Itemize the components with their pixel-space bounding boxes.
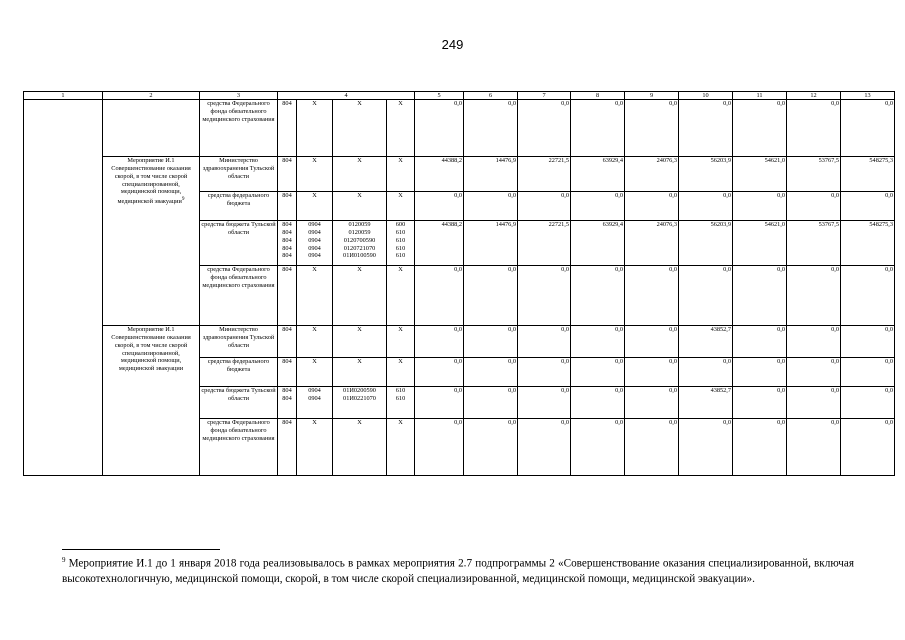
target-article-cell: X <box>333 326 387 358</box>
value-cell: 0,0 <box>415 266 464 326</box>
target-article-cell: X <box>333 192 387 221</box>
value-cell: 0,0 <box>679 266 733 326</box>
grbs-code-cell: 804 <box>278 157 297 192</box>
measure-name-cell <box>103 157 200 326</box>
header-cell: 10 <box>679 92 733 100</box>
value-cell: 44388,2 <box>415 157 464 192</box>
value-cell: 0,0 <box>518 192 571 221</box>
section-code-cell: 0904 0904 <box>297 387 333 419</box>
target-article-cell: 01И0200590 01И0221070 <box>333 387 387 419</box>
value-cell: 0,0 <box>679 192 733 221</box>
value-cell: 14476,9 <box>464 157 518 192</box>
value-cell: 0,0 <box>841 326 895 358</box>
header-cell: 11 <box>733 92 787 100</box>
value-cell: 0,0 <box>625 387 679 419</box>
value-cell: 0,0 <box>625 358 679 387</box>
source-cell: средства бюджета Тульской области <box>200 221 278 266</box>
section-code-cell: X <box>297 192 333 221</box>
target-article-cell: X <box>333 358 387 387</box>
section-code-cell: X <box>297 157 333 192</box>
grbs-code-cell: 804 804 <box>278 387 297 419</box>
value-cell: 0,0 <box>518 358 571 387</box>
value-cell: 0,0 <box>787 192 841 221</box>
value-cell: 44388,2 <box>415 221 464 266</box>
grbs-code-cell: 804 <box>278 419 297 476</box>
value-cell: 0,0 <box>679 100 733 157</box>
value-cell: 0,0 <box>415 358 464 387</box>
expense-type-cell: X <box>387 326 415 358</box>
value-cell: 0,0 <box>415 192 464 221</box>
value-cell: 0,0 <box>415 387 464 419</box>
value-cell: 0,0 <box>787 387 841 419</box>
value-cell: 0,0 <box>733 326 787 358</box>
target-article-cell: X <box>333 100 387 157</box>
header-cell: 12 <box>787 92 841 100</box>
value-cell: 56203,9 <box>679 157 733 192</box>
value-cell: 0,0 <box>415 100 464 157</box>
value-cell: 0,0 <box>787 358 841 387</box>
value-cell: 0,0 <box>464 358 518 387</box>
value-cell: 0,0 <box>625 100 679 157</box>
value-cell: 0,0 <box>518 100 571 157</box>
value-cell: 0,0 <box>841 387 895 419</box>
value-cell: 0,0 <box>571 358 625 387</box>
value-cell: 24076,3 <box>625 221 679 266</box>
table-row <box>24 326 895 358</box>
section-code-cell: X <box>297 100 333 157</box>
value-cell: 53767,5 <box>787 157 841 192</box>
value-cell: 0,0 <box>841 358 895 387</box>
header-cell: 13 <box>841 92 895 100</box>
section-code-cell: 0904 0904 0904 0904 0904 <box>297 221 333 266</box>
value-cell: 0,0 <box>625 326 679 358</box>
grbs-code-cell: 804 <box>278 358 297 387</box>
value-cell: 0,0 <box>464 326 518 358</box>
section-code-cell: X <box>297 419 333 476</box>
value-cell: 0,0 <box>571 100 625 157</box>
value-cell: 22721,5 <box>518 221 571 266</box>
value-cell: 53767,5 <box>787 221 841 266</box>
grbs-code-cell: 804 <box>278 266 297 326</box>
value-cell: 0,0 <box>787 326 841 358</box>
section-code-cell: X <box>297 358 333 387</box>
source-cell: средства федерального бюджета <box>200 358 278 387</box>
value-cell: 0,0 <box>625 192 679 221</box>
footnote-text: Мероприятие И.1 до 1 января 2018 года реализовывалось в рамках мероприятия 2.7 подпрограммы 2 «Совершенствование оказания специализированной, включая высокотехнологичную, медицинской помощи, скорой, в том числе скорой специализированной, медицинской помощи, медицинской эвакуации». <box>62 557 854 585</box>
value-cell: 0,0 <box>733 192 787 221</box>
expense-type-cell: X <box>387 100 415 157</box>
value-cell: 0,0 <box>518 326 571 358</box>
value-cell: 0,0 <box>571 419 625 476</box>
value-cell: 0,0 <box>571 326 625 358</box>
grbs-code-cell: 804 <box>278 100 297 157</box>
value-cell: 63929,4 <box>571 157 625 192</box>
header-cell: 3 <box>200 92 278 100</box>
section-code-cell: X <box>297 326 333 358</box>
page-number: 249 <box>441 37 464 52</box>
value-cell: 0,0 <box>841 419 895 476</box>
measure-name: Мероприятие И.1 Совершенствование оказания скорой, в том числе скорой специализированной, медицинской помощи, медицинской эвакуации <box>111 157 191 206</box>
footnote-divider <box>62 549 220 550</box>
value-cell: 0,0 <box>464 419 518 476</box>
header-cell: 6 <box>464 92 518 100</box>
value-cell: 0,0 <box>518 266 571 326</box>
source-cell: средства Федерального фонда обязательного медицинского страхования <box>200 419 278 476</box>
table-row <box>24 157 895 192</box>
expense-type-cell: X <box>387 192 415 221</box>
source-cell: средства федерального бюджета <box>200 192 278 221</box>
value-cell: 0,0 <box>625 419 679 476</box>
value-cell: 0,0 <box>841 192 895 221</box>
value-cell: 43852,7 <box>679 387 733 419</box>
expense-type-cell: 600 610 610 610 610 <box>387 221 415 266</box>
value-cell: 0,0 <box>415 419 464 476</box>
value-cell: 548275,3 <box>841 157 895 192</box>
table-row <box>24 100 895 157</box>
value-cell: 0,0 <box>415 326 464 358</box>
value-cell: 0,0 <box>787 100 841 157</box>
header-cell: 4 <box>278 92 415 100</box>
value-cell: 24076,3 <box>625 157 679 192</box>
measure-name-cell <box>103 326 200 476</box>
value-cell: 0,0 <box>733 266 787 326</box>
measure-name: Мероприятие И.1 Совершенствование оказания скорой, в том числе скорой специализированной, медицинской помощи, медицинской эвакуации <box>111 326 191 373</box>
value-cell: 0,0 <box>787 419 841 476</box>
source-cell: Министерство здравоохранения Тульской области <box>200 157 278 192</box>
header-cell: 1 <box>24 92 103 100</box>
value-cell: 0,0 <box>787 266 841 326</box>
target-article-cell: X <box>333 419 387 476</box>
value-cell: 0,0 <box>464 266 518 326</box>
header-row <box>24 92 895 100</box>
value-cell: 0,0 <box>733 358 787 387</box>
value-cell: 0,0 <box>464 100 518 157</box>
budget-table <box>23 91 895 476</box>
footnote <box>62 553 854 587</box>
footnote-ref: 9 <box>181 196 185 203</box>
value-cell: 0,0 <box>841 100 895 157</box>
value-cell: 548275,3 <box>841 221 895 266</box>
col1-cell <box>24 100 103 476</box>
section-code-cell: X <box>297 266 333 326</box>
value-cell: 0,0 <box>464 387 518 419</box>
value-cell: 0,0 <box>625 266 679 326</box>
value-cell: 0,0 <box>733 419 787 476</box>
value-cell: 0,0 <box>571 266 625 326</box>
value-cell: 56203,9 <box>679 221 733 266</box>
value-cell: 63929,4 <box>571 221 625 266</box>
header-cell: 5 <box>415 92 464 100</box>
value-cell: 0,0 <box>841 266 895 326</box>
value-cell: 0,0 <box>571 387 625 419</box>
grbs-code-cell: 804 <box>278 326 297 358</box>
footnote-marker: 9 <box>62 556 66 564</box>
expense-type-cell: 610 610 <box>387 387 415 419</box>
expense-type-cell: X <box>387 266 415 326</box>
measure-cell <box>103 100 200 157</box>
value-cell: 54621,0 <box>733 157 787 192</box>
value-cell: 0,0 <box>518 387 571 419</box>
value-cell: 43852,7 <box>679 326 733 358</box>
value-cell: 0,0 <box>679 419 733 476</box>
target-article-cell: X <box>333 266 387 326</box>
target-article-cell: X <box>333 157 387 192</box>
source-cell: средства Федерального фонда обязательного медицинского страхования <box>200 266 278 326</box>
value-cell: 54621,0 <box>733 221 787 266</box>
header-cell: 8 <box>571 92 625 100</box>
source-cell: средства Федерального фонда обязательного медицинского страхования <box>200 100 278 157</box>
value-cell: 0,0 <box>733 100 787 157</box>
expense-type-cell: X <box>387 419 415 476</box>
value-cell: 22721,5 <box>518 157 571 192</box>
source-cell: Министерство здравоохранения Тульской области <box>200 326 278 358</box>
value-cell: 0,0 <box>571 192 625 221</box>
target-article-cell: 0120059 0120059 0120700590 0120721070 01И0100590 <box>333 221 387 266</box>
expense-type-cell: X <box>387 358 415 387</box>
source-cell: средства бюджета Тульской области <box>200 387 278 419</box>
header-cell: 9 <box>625 92 679 100</box>
header-cell: 7 <box>518 92 571 100</box>
header-cell: 2 <box>103 92 200 100</box>
value-cell: 0,0 <box>464 192 518 221</box>
grbs-code-cell: 804 804 804 804 804 <box>278 221 297 266</box>
value-cell: 0,0 <box>518 419 571 476</box>
value-cell: 0,0 <box>679 358 733 387</box>
expense-type-cell: X <box>387 157 415 192</box>
value-cell: 0,0 <box>733 387 787 419</box>
grbs-code-cell: 804 <box>278 192 297 221</box>
value-cell: 14476,9 <box>464 221 518 266</box>
